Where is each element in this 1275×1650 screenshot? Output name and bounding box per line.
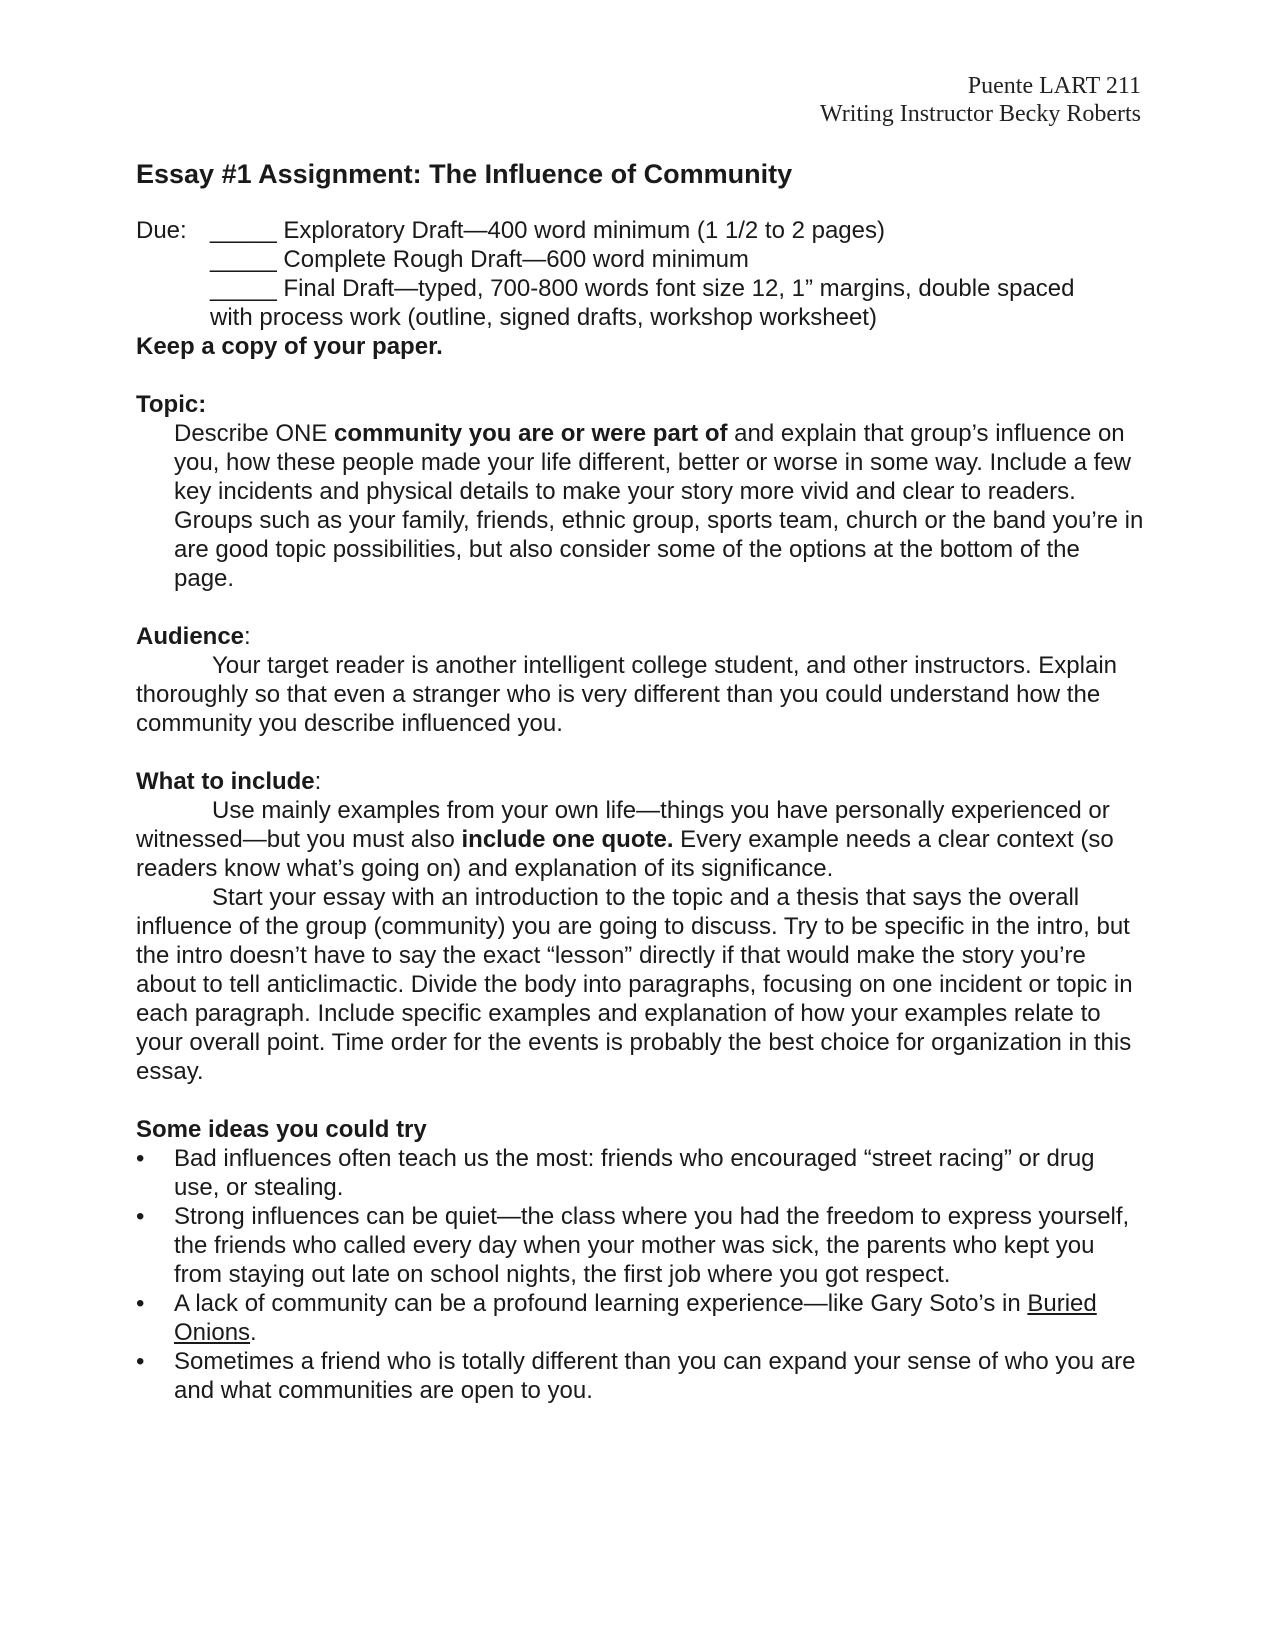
topic-text-post: and explain that group’s influence on you, how these people made your life different, better or worse in some way. Include a few key incidents and physical details to make your story more vivid and clear to readers. Groups such as your family, friends, ethnic group, sports team, church or the band you’re in are good topic possibilities, but also consider some of the options at the bottom of the page.: [174, 420, 1144, 592]
due-section: [136, 216, 1146, 332]
include-p1-post: Every example needs a clear context (so readers know what’s going on) and explanation of its significance.: [136, 826, 1114, 882]
include-paragraph-2: Start your essay with an introduction to the topic and a thesis that says the overall influence of the group (community) you are going to discuss. Try to be specific in the intro, but the intro doesn’t have to say the exact “lesson” directly if that would make the story you’re about to tell anticlimactic. Divide the body into paragraphs, focusing on one incident or topic in each paragraph. Include specific examples and explanation of how your examples relate to your overall point. Time order for the events is probably the best choice for organization in this essay.: [136, 884, 1133, 1085]
due-item-rough: _____ Complete Rough Draft—600 word minimum: [210, 246, 749, 273]
list-item: [136, 1202, 1146, 1289]
due-item-process: with process work (outline, signed drafts, workshop worksheet): [210, 304, 877, 331]
due-item-final: _____ Final Draft—typed, 700-800 words font size 12, 1” margins, double spaced: [210, 275, 1075, 302]
topic-heading: Topic:: [136, 391, 207, 418]
keep-copy-note: Keep a copy of your paper.: [136, 333, 443, 360]
ideas-heading: Some ideas you could try: [136, 1116, 427, 1143]
topic-text: [136, 419, 1146, 593]
audience-heading-colon: :: [244, 623, 251, 650]
book-title: Buried Onions: [174, 1290, 1097, 1346]
include-heading: [136, 767, 1146, 796]
idea-text-post: .: [250, 1319, 257, 1346]
list-item: [136, 1347, 1146, 1405]
bullet-icon: •: [136, 1348, 145, 1375]
header: [820, 72, 1141, 128]
idea-text: Sometimes a friend who is totally different than you can expand your sense of who you are and what communities are open to you.: [174, 1348, 1136, 1404]
include-p1-bold: include one quote.: [461, 826, 674, 853]
include-heading-colon: :: [314, 768, 322, 795]
bullet-icon: •: [136, 1145, 145, 1172]
idea-text-pre: A lack of community can be a profound learning experience—like Gary Soto’s in: [174, 1290, 1028, 1317]
audience-heading-label: Audience: [136, 623, 245, 650]
bullet-icon: •: [136, 1290, 145, 1317]
list-item: [136, 1144, 1146, 1202]
document-body: [136, 158, 1146, 1405]
idea-text: Strong influences can be quiet—the class where you had the freedom to express yourself, the friends who called every day when your mother was sick, the parents who kept you from staying out late on school nights, the first job where you got respect.: [174, 1203, 1130, 1288]
ideas-list: [136, 1144, 1146, 1405]
idea-text: Bad influences often teach us the most: friends who encouraged “street racing” or drug use, or stealing.: [174, 1145, 1095, 1201]
page-title: Essay #1 Assignment: The Influence of Community: [136, 159, 793, 189]
include-p1-pre: Use mainly examples from your own life—things you have personally experienced or witnessed—but you must also: [136, 797, 1110, 853]
include-paragraph-1: [136, 796, 1146, 883]
audience-text: Your target reader is another intelligent college student, and other instructors. Explain thoroughly so that even a stranger who is very different than you could understand how the community you describe influenced you.: [136, 652, 1117, 737]
bullet-icon: •: [136, 1203, 145, 1230]
due-items: [210, 216, 1146, 332]
audience-heading: [136, 622, 1146, 651]
include-heading-label: What to include: [136, 768, 315, 795]
topic-text-bold: community you are or were part of: [334, 420, 728, 447]
due-item-exploratory: _____ Exploratory Draft—400 word minimum (1 1/2 to 2 pages): [210, 217, 885, 244]
topic-text-pre: Describe ONE: [174, 420, 335, 447]
list-item: [136, 1289, 1146, 1347]
due-label: Due:: [136, 217, 187, 244]
course-name: Puente LART 211: [967, 73, 1141, 99]
instructor-name: Writing Instructor Becky Roberts: [820, 101, 1141, 127]
